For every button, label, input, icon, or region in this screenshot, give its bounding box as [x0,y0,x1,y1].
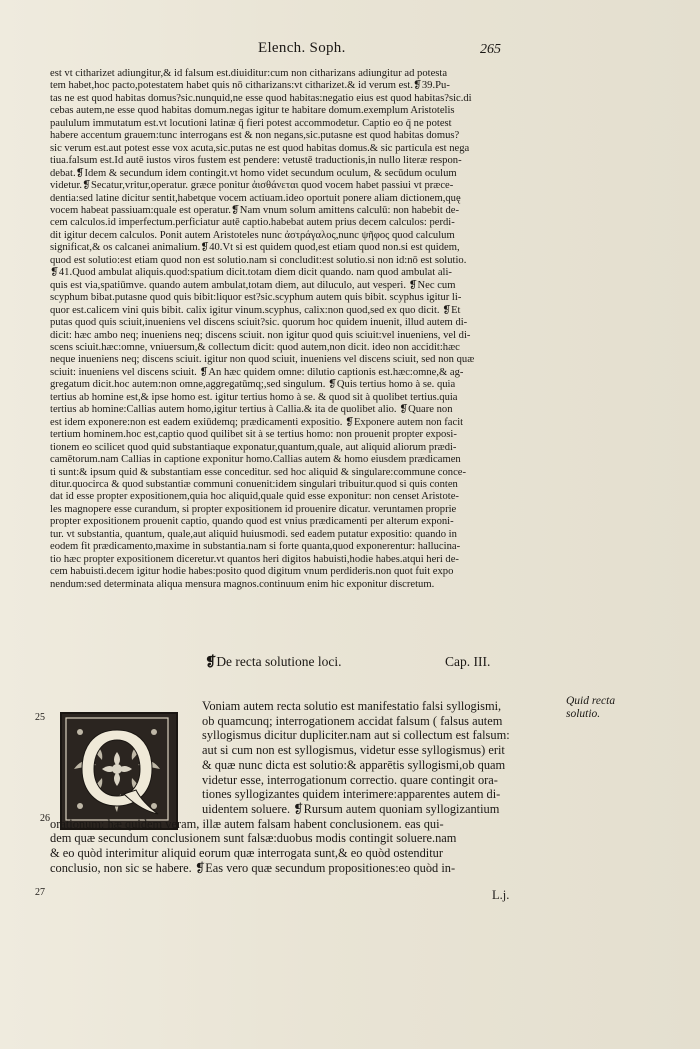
text-line: tur. vt substantia, quantum, quale,aut aliquid huiusmodi. sed eadem putatur expositio: quando in [50,528,457,540]
text-line: gregatum dicit.hoc autem:non omne,aggregatūmq;,sed singulum. ❡Quis tertius homo à se. quia [50,379,456,391]
running-title: Elench. Soph. [258,40,346,56]
text-line: & quæ nunc dicta est solutio:& apparētis syllogismi,ob quam [202,757,506,772]
text-line: paululum immutatum est.vt locutioni latinæ q̄ fieri potest accommodetur. Captio eo q̄ ne potest [50,117,452,129]
text-line: sic verum est.aut potest esse vox acuta,sic.putas ne est quod habitas domus.& sic particula est nega [50,142,470,154]
text-line: conclusio, non sic se habere. ❡Eas vero quæ secundum propositiones:eo quòd in- [50,860,456,875]
section-title-text: De recta solutione loci. [216,654,342,669]
text-line: eodem fit prædicamento,maxime in substantia.nam si forte quanta,quod exponerentur: hallucina- [50,541,461,553]
text-line: scyphum bibat.putasne quod quis bibit:liquor est?sic.scyphum autem quis bibit. scyphus igitur li- [50,292,462,304]
text-line: les magnopere esse curandum, si propter expositionem id prouenire dicatur. veruntamen proprie [50,503,457,515]
text-line: significat,& os calcanei animalium.❡40.Vt si est quidem quod,est etiam quod non.si est quidem, [50,242,460,254]
text-line: cem calculos.id imperfectum.perficiatur autē captio.habebat autem prius decem calculos: perdi- [50,217,455,229]
text-line: aut si cum non est syllogismus, videtur esse syllogismus) erit [202,743,505,758]
text-line: ❡41.Quod ambulat aliquis.quod:spatium dicit.totam diem dicit quando. nam quod ambulat ali- [50,267,452,279]
text-line: tiua.falsum est.Id autē iustos viros fustem est pendere: vetustē traductionis,in nullo literæ respon- [50,155,462,167]
text-line: dicit: hæc ambo neq; inueniens neq; discens sciuit. non igitur quod quis sciuit:vel inueniens, vel di- [50,329,471,341]
pilcrow-icon: ❡ [205,654,217,669]
text-line: cem habuisti.decem igitur hodie habes:posito quod digitum vnum perdideris.non quot fuit expo [50,566,454,578]
text-line: Voniam autem recta solutio est manifestatio falsi syllogismi, [202,699,502,713]
text-line: & eo quòd interimitur aliquid eorum quæ interrogata sunt,& eo quòd ostenditur [50,846,443,861]
page-number: 265 [480,42,501,57]
main-text-block [50,699,560,875]
text-line: dem quæ secundum conclusionem sunt falsæ:duobus modis contingit soluere.nam [50,831,457,846]
line-number: 26 [40,813,50,824]
text-line: ti sunt:& ipsum quid & substantiam esse conceditur. sed hoc aliquid & singulare:commune conce- [50,466,467,478]
text-line: nendum:sed determinata aliqua mensura magnos.continuum enim hic exponitur discretum. [50,578,435,590]
text-line: sciuit: inueniens vel discens sciuit. ❡An hæc quidem omne: dilutio captionis est.hæc:omne,& ag- [50,366,464,378]
text-line: dit igitur decem calculos. Ponit autem Aristoteles nunc ἀστράγαλος,nunc ψῆφος quod calculum [50,229,455,241]
section-heading [205,654,545,672]
text-line: scens sciuit.hæc:omne, vniuersum,& collectum dicit: quod autem,non dicit. ideo non accidit:hæc [50,341,460,353]
text-line: uidentem soluere. ❡Rursum autem quoniam syllogizantium [202,801,500,816]
text-line: tio hæc propter expositionem diceretur.vt quantos heri digitos habuisti,hodie habes.atqui heri de- [50,553,459,565]
text-line: ditur.quocirca & quod substantiæ communi conuenit:idem singulari tribuitur.quod si quis conten [50,478,458,490]
text-line: vocem habeat passiuam:quale est operatur.❡Nam vnum solum amittens calculū: non habebit de- [50,204,459,216]
text-line: cebas autem,ne esse quod habitas domum.negas igitur te habitare domum.exemplum Aristotelis [50,105,455,117]
text-line: tionem eo scilicet quod quid substantiaque exponatur,quantum,quale, aut aliquid aliorum prædi- [50,441,457,453]
text-line: videtur.❡Secatur,vritur,operatur. græce ponitur ἀισθάνεται quod vocem habet passiui vt præce- [50,180,454,192]
text-line: tas ne est quod habitas domus?sic.nunquid,ne esse quod habitas:negatio eius est quod habitas?sic.di [50,92,472,104]
line-number: 25 [35,712,45,723]
text-line: quor est.calicem vini quis bibit. calix igitur vinum.scyphus, calix:non quod,sed ex quo dicit. ❡Et [50,304,461,316]
text-line: ob quamcunq; interrogationem accidat falsum ( falsus autem [202,713,503,728]
text-line: dat id esse propter expositionem,quia hoc aliquid,quale quid esse exponitur: non censet Aristote- [50,491,459,503]
text-line: orationum: hæ quidem veram, illæ autem falsam habent conclusionem. eas qui- [50,816,444,831]
page-header [0,40,700,64]
text-line: debat.❡Idem & secundum idem contingit.vt homo videt secundum oculum, & secūdum oculum [50,167,457,179]
text-line: videtur esse, interrogationum correctio. quare contingit ora- [202,772,498,787]
text-line: quis est via,spatiūmve. quando autem ambulat,totam diem, aut diluculo, aut vesperi. ❡Nec cum [50,279,456,291]
text-line: camētorum.nam Callias in captione exponitur homo.Callias autem & homo eiusdem prædicamen [50,454,461,466]
text-line: putas quod quis sciuit,inueniens vel discens sciuit?sic. quorum hoc quidem inuenit, illud autem di- [50,317,468,329]
commentary-text-block [50,68,555,591]
signature-mark: L.j. [492,888,510,902]
text-line: tertius ab homine:Callias autem homo,igitur tertius à Callia.& ita de quolibet alio. ❡Quare non [50,404,453,416]
line-number: 27 [35,887,45,898]
chapter-number: Cap. III. [445,654,491,669]
text-line: neque inueniens neq; discens sciuit. igitur non quod sciuit, inueniens vel discens sciuit, sed non quæ [50,354,475,366]
text-line: tiones syllogizantes quidem interimere:apparentes autem di- [202,787,501,802]
text-line: quod est solutio:est etiam quod non est solutio.nam si concludit:est solutio.si non id:nō est solutio. [50,254,467,266]
text-line: tertius ab homine est,& ipse homo est. igitur tertius homo à se. & quod sit à quolibet tertius.quia [50,391,458,403]
text-line: tertium hominem.hoc est,captio quod quilibet sit à se tertius homo: non prouenit propter exposi- [50,429,457,441]
text-line: propter expositionem prouenit captio, quando quod est vnius prædicamenti per alterum exponi- [50,516,454,528]
text-line: tem habet,hoc pacto,potestatem habet quis nō citharizans:vt citharizet.& id verum est.❡39.Pu- [50,80,450,92]
text-line: est idem exponere:non est eadem exiūdemq; prædicamenti expositio. ❡Exponere autem non facit [50,416,464,428]
text-line: syllogismus dicitur dupliciter.nam aut si collectum est falsum: [202,728,510,743]
text-line: habere accentum grauem:tunc interrogans est & non negans,sic.putasne est quod habitas domus? [50,130,460,142]
text-line: dentia:sed latine dicitur sentit,habetque vocem actiuam.ideo oportuit ponere aliam dictionem,quę [50,192,461,204]
text-line: est vt citharizet adiungitur,& id falsum est.diuiditur:cum non citharizans adiungitur ad potesta [50,68,448,79]
section-title [205,654,342,670]
margin-note: Quid recta solutio. [566,695,616,720]
